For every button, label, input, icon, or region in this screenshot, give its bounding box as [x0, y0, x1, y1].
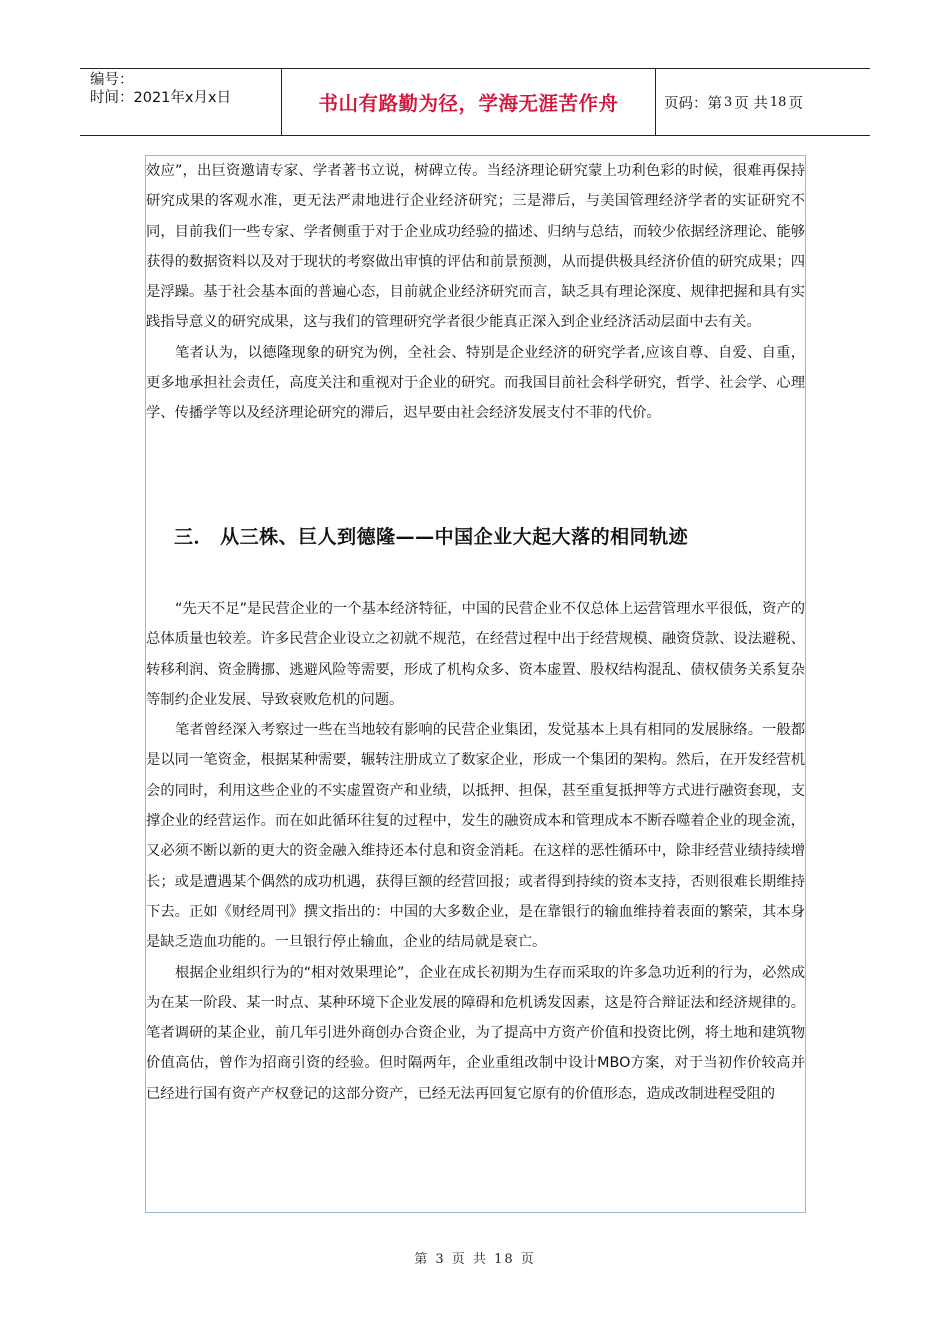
document-number-label: 编号： [90, 72, 134, 88]
page-header [80, 68, 870, 136]
header-motto-cell [282, 69, 656, 135]
content-frame [145, 155, 806, 1213]
header-page-cell [656, 69, 870, 135]
header-page-total: 18 [769, 94, 787, 110]
footer-suffix: 页 [520, 1252, 536, 1267]
footer-page-total: 18 [494, 1252, 515, 1267]
section-two-tail [146, 156, 805, 429]
page-footer [0, 1248, 950, 1267]
header-page-prefix: 页码：第 [664, 95, 722, 112]
section-heading: 三． 从三株、巨人到德隆——中国企业大起大落的相同轨迹 [174, 526, 689, 548]
header-motto: 书山有路勤为径，学海无涯苦作舟 [318, 92, 619, 115]
paragraph-3: “先天不足”是民营企业的一个基本经济特征，中国的民营企业不仅总体上运营管理水平很低，资产的总体质量也较差。许多民营企业设立之初就不规范，在经营过程中出于经营规模、融资贷款、设法避税、转移利润、资金腾挪、逃避风险等需要，形成了机构众多、资本虚置、股权结构混乱、债权债务关系复杂等制约企业发展、导致衰败危机的问题。 [146, 601, 805, 708]
header-meta-cell [80, 69, 282, 135]
header-page-mid: 页 共 [734, 95, 768, 112]
header-page-suffix: 页 [788, 95, 803, 112]
footer-prefix: 第 [414, 1252, 430, 1267]
paragraph-5: 根据企业组织行为的“相对效果理论”，企业在成长初期为生存而采取的许多急功近利的行为，必然成为在某一阶段、某一时点、某种环境下企业发展的障碍和危机诱发因素，这是符合辩证法和经济规律的。笔者调研的某企业，前几年引进外商创办合资企业，为了提高中方资产价值和投资比例，将土地和建筑物价值高估，曾作为招商引资的经验。但时隔两年，企业重组改制中设计MBO方案，对于当初作价较高并已经进行国有资产产权登记的这部分资产，已经无法再回复它原有的价值形态，造成改制进程受阻的 [146, 964, 805, 1102]
footer-mid: 页 共 [451, 1252, 488, 1267]
document-time-label: 时间：2021年x月x日 [90, 90, 232, 106]
paragraph-4: 笔者曾经深入考察过一些在当地较有影响的民营企业集团，发觉基本上具有相同的发展脉络。一般都是以同一笔资金，根据某种需要，辗转注册成立了数家企业，形成一个集团的架构。然后，在开发经营机会的同时，利用这些企业的不实虚置资产和业绩，以抵押、担保，甚至重复抵押等方式进行融资套现，支撑企业的经营运作。而在如此循环往复的过程中，发生的融资成本和管理成本不断吞噬着企业的现金流，又必须不断以新的更大的资金融入维持还本付息和资金消耗。在这样的恶性循环中，除非经营业绩持续增长；或是遭遇某个偶然的成功机遇，获得巨额的经营回报；或者得到持续的资本支持，否则很难长期维持下去。正如《财经周刊》撰文指出的：中国的大多数企业，是在靠银行的输血维持着表面的繁荣，其本身是缺乏造血功能的。一旦银行停止输血，企业的结局就是衰亡。 [146, 722, 805, 951]
footer-page-current: 3 [435, 1252, 446, 1267]
header-page-current: 3 [724, 94, 733, 110]
section-three-body [146, 594, 805, 1109]
paragraph-2: 笔者认为，以德隆现象的研究为例，全社会、特别是企业经济的研究学者,应该自尊、自爱、自重，更多地承担社会责任，高度关注和重视对于企业的研究。而我国目前社会科学研究，哲学、社会学、心理学、传播学等以及经济理论研究的滞后，迟早要由社会经济发展支付不菲的代价。 [146, 344, 805, 422]
paragraph-1: 效应”，出巨资邀请专家、学者著书立说，树碑立传。当经济理论研究蒙上功利色彩的时候，很难再保持研究成果的客观水准，更无法严肃地进行企业经济研究；三是滞后，与美国管理经济学者的实证研究不同，目前我们一些专家、学者侧重于对于企业成功经验的描述、归纳与总结，而较少依据经济理论、能够获得的数据资料以及对于现状的考察做出审慎的评估和前景预测，从而提供极具经济价值的研究成果；四是浮躁。基于社会基本面的普遍心态，目前就企业经济研究而言，缺乏具有理论深度、规律把握和具有实践指导意义的研究成果，这与我们的管理研究学者很少能真正深入到企业经济活动层面中去有关。 [146, 163, 805, 331]
